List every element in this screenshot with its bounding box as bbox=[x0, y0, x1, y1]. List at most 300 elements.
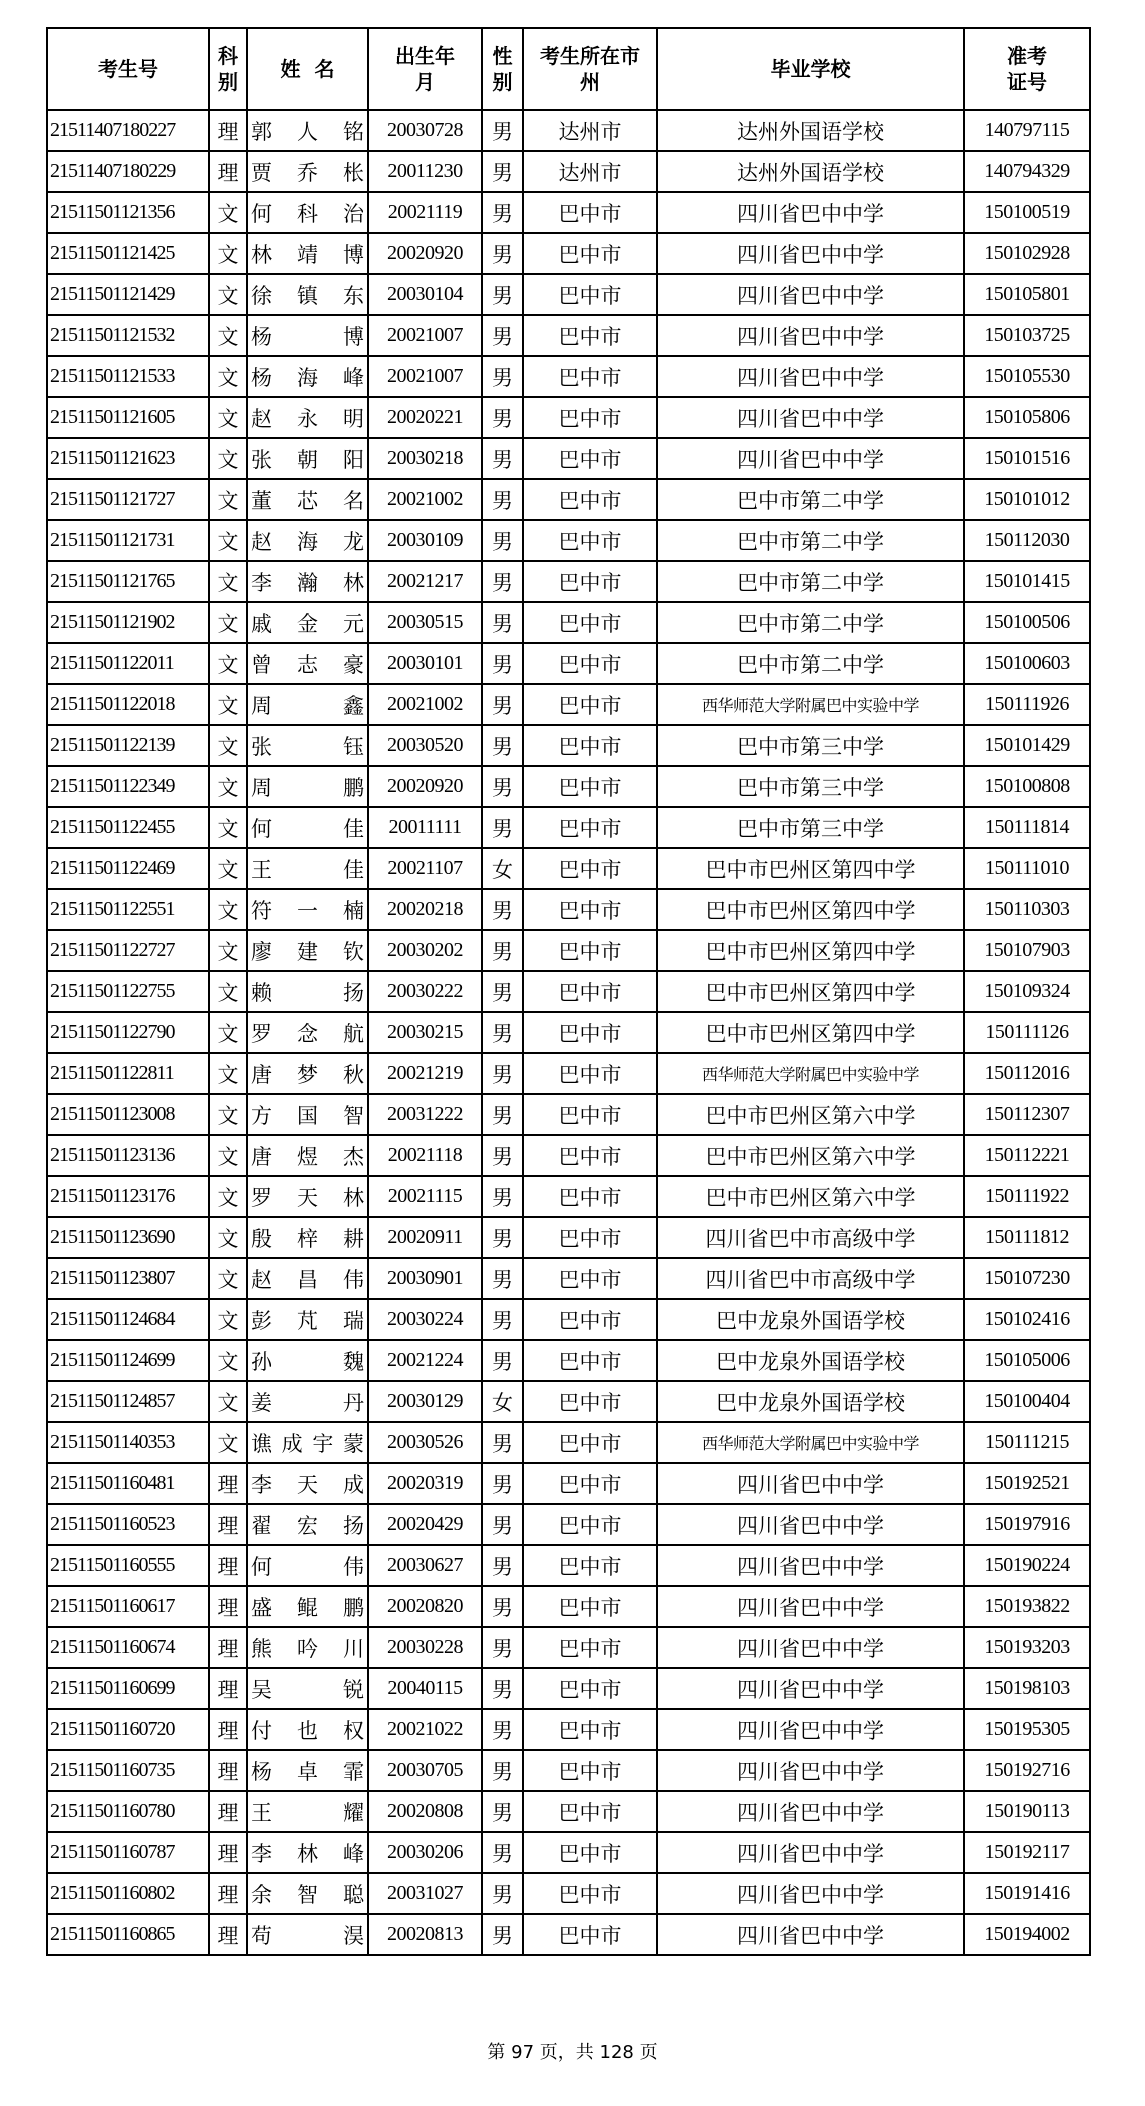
cell-name: 苟淏 bbox=[247, 1914, 368, 1955]
cell-gender: 男 bbox=[482, 274, 523, 315]
cell-gender: 男 bbox=[482, 1668, 523, 1709]
table-row bbox=[47, 1504, 1090, 1545]
cell-city: 巴中市 bbox=[523, 1258, 657, 1299]
cell-gender: 女 bbox=[482, 848, 523, 889]
cell-birth-date: 20031027 bbox=[368, 1873, 482, 1914]
cell-exam-id: 21511501123690 bbox=[47, 1217, 209, 1258]
cell-exam-id: 21511501122011 bbox=[47, 643, 209, 684]
page-footer: 第 97 页，共 128 页 bbox=[487, 2042, 658, 2063]
cell-subject: 文 bbox=[209, 1299, 247, 1340]
cell-gender: 男 bbox=[482, 315, 523, 356]
cell-subject: 文 bbox=[209, 766, 247, 807]
cell-exam-id: 21511501160865 bbox=[47, 1914, 209, 1955]
cell-subject: 理 bbox=[209, 1627, 247, 1668]
cell-birth-date: 20020911 bbox=[368, 1217, 482, 1258]
cell-ticket-number: 150100506 bbox=[964, 602, 1090, 643]
cell-name: 付也权 bbox=[247, 1709, 368, 1750]
cell-city: 巴中市 bbox=[523, 1299, 657, 1340]
cell-exam-id: 21511501121605 bbox=[47, 397, 209, 438]
cell-birth-date: 20020920 bbox=[368, 766, 482, 807]
cell-school: 巴中市第二中学 bbox=[657, 561, 964, 602]
cell-gender: 男 bbox=[482, 1914, 523, 1955]
cell-gender: 男 bbox=[482, 1750, 523, 1791]
cell-name: 张钰 bbox=[247, 725, 368, 766]
cell-ticket-number: 150102928 bbox=[964, 233, 1090, 274]
cell-name: 李瀚林 bbox=[247, 561, 368, 602]
table-row bbox=[47, 1422, 1090, 1463]
cell-ticket-number: 150111814 bbox=[964, 807, 1090, 848]
table-row bbox=[47, 1791, 1090, 1832]
cell-name: 杨博 bbox=[247, 315, 368, 356]
cell-ticket-number: 150111812 bbox=[964, 1217, 1090, 1258]
cell-name: 姜丹 bbox=[247, 1381, 368, 1422]
cell-exam-id: 21511501160735 bbox=[47, 1750, 209, 1791]
cell-birth-date: 20040115 bbox=[368, 1668, 482, 1709]
cell-subject: 文 bbox=[209, 1012, 247, 1053]
cell-gender: 男 bbox=[482, 971, 523, 1012]
table-row bbox=[47, 766, 1090, 807]
cell-birth-date: 20021022 bbox=[368, 1709, 482, 1750]
cell-subject: 文 bbox=[209, 643, 247, 684]
cell-city: 巴中市 bbox=[523, 1545, 657, 1586]
cell-name: 曾志豪 bbox=[247, 643, 368, 684]
table-row bbox=[47, 151, 1090, 192]
cell-subject: 文 bbox=[209, 356, 247, 397]
cell-name: 方国智 bbox=[247, 1094, 368, 1135]
table-row bbox=[47, 1299, 1090, 1340]
cell-ticket-number: 150191416 bbox=[964, 1873, 1090, 1914]
cell-ticket-number: 150194002 bbox=[964, 1914, 1090, 1955]
cell-name: 何佳 bbox=[247, 807, 368, 848]
cell-school: 四川省巴中中学 bbox=[657, 1545, 964, 1586]
cell-exam-id: 21511501122349 bbox=[47, 766, 209, 807]
cell-subject: 理 bbox=[209, 1504, 247, 1545]
cell-school: 四川省巴中中学 bbox=[657, 356, 964, 397]
cell-birth-date: 20020319 bbox=[368, 1463, 482, 1504]
cell-subject: 文 bbox=[209, 1094, 247, 1135]
cell-subject: 理 bbox=[209, 1668, 247, 1709]
cell-name: 杨卓霏 bbox=[247, 1750, 368, 1791]
cell-subject: 文 bbox=[209, 889, 247, 930]
table-row bbox=[47, 1381, 1090, 1422]
cell-exam-id: 21511501122755 bbox=[47, 971, 209, 1012]
cell-birth-date: 20020429 bbox=[368, 1504, 482, 1545]
cell-exam-id: 21511501160787 bbox=[47, 1832, 209, 1873]
cell-school: 四川省巴中中学 bbox=[657, 1668, 964, 1709]
cell-exam-id: 21511501122790 bbox=[47, 1012, 209, 1053]
cell-gender: 男 bbox=[482, 1545, 523, 1586]
cell-name: 赖扬 bbox=[247, 971, 368, 1012]
cell-ticket-number: 150190224 bbox=[964, 1545, 1090, 1586]
cell-school: 巴中市巴州区第四中学 bbox=[657, 848, 964, 889]
cell-birth-date: 20030228 bbox=[368, 1627, 482, 1668]
cell-school: 四川省巴中中学 bbox=[657, 233, 964, 274]
cell-exam-id: 21511501160802 bbox=[47, 1873, 209, 1914]
cell-birth-date: 20020808 bbox=[368, 1791, 482, 1832]
cell-city: 巴中市 bbox=[523, 356, 657, 397]
cell-name: 王耀 bbox=[247, 1791, 368, 1832]
table-row bbox=[47, 848, 1090, 889]
cell-birth-date: 20030109 bbox=[368, 520, 482, 561]
cell-city: 巴中市 bbox=[523, 1873, 657, 1914]
cell-city: 巴中市 bbox=[523, 1135, 657, 1176]
cell-city: 巴中市 bbox=[523, 479, 657, 520]
cell-gender: 男 bbox=[482, 1012, 523, 1053]
cell-ticket-number: 150197916 bbox=[964, 1504, 1090, 1545]
table-row bbox=[47, 233, 1090, 274]
cell-subject: 文 bbox=[209, 438, 247, 479]
table-row bbox=[47, 1586, 1090, 1627]
cell-ticket-number: 150193203 bbox=[964, 1627, 1090, 1668]
cell-ticket-number: 150105530 bbox=[964, 356, 1090, 397]
cell-subject: 文 bbox=[209, 233, 247, 274]
table-row bbox=[47, 1012, 1090, 1053]
cell-birth-date: 20030129 bbox=[368, 1381, 482, 1422]
cell-school: 巴中市巴州区第六中学 bbox=[657, 1135, 964, 1176]
cell-gender: 男 bbox=[482, 1176, 523, 1217]
cell-gender: 女 bbox=[482, 1381, 523, 1422]
cell-name: 余智聪 bbox=[247, 1873, 368, 1914]
cell-gender: 男 bbox=[482, 1258, 523, 1299]
cell-birth-date: 20020218 bbox=[368, 889, 482, 930]
cell-gender: 男 bbox=[482, 643, 523, 684]
cell-exam-id: 21511501160555 bbox=[47, 1545, 209, 1586]
cell-school: 巴中市第三中学 bbox=[657, 766, 964, 807]
cell-subject: 文 bbox=[209, 1422, 247, 1463]
table-row bbox=[47, 438, 1090, 479]
cell-gender: 男 bbox=[482, 1135, 523, 1176]
cell-birth-date: 20030224 bbox=[368, 1299, 482, 1340]
table-row bbox=[47, 1832, 1090, 1873]
cell-exam-id: 21511407180229 bbox=[47, 151, 209, 192]
table-row bbox=[47, 1135, 1090, 1176]
cell-gender: 男 bbox=[482, 1094, 523, 1135]
cell-ticket-number: 150111926 bbox=[964, 684, 1090, 725]
cell-school: 四川省巴中中学 bbox=[657, 1873, 964, 1914]
cell-ticket-number: 150100404 bbox=[964, 1381, 1090, 1422]
cell-subject: 理 bbox=[209, 1873, 247, 1914]
cell-exam-id: 21511501160481 bbox=[47, 1463, 209, 1504]
cell-city: 巴中市 bbox=[523, 1586, 657, 1627]
cell-birth-date: 20030901 bbox=[368, 1258, 482, 1299]
cell-subject: 理 bbox=[209, 1750, 247, 1791]
cell-ticket-number: 150111126 bbox=[964, 1012, 1090, 1053]
cell-subject: 理 bbox=[209, 1463, 247, 1504]
cell-subject: 理 bbox=[209, 151, 247, 192]
cell-ticket-number: 150100808 bbox=[964, 766, 1090, 807]
cell-ticket-number: 150105806 bbox=[964, 397, 1090, 438]
cell-subject: 文 bbox=[209, 1381, 247, 1422]
header-school: 毕业学校 bbox=[657, 28, 964, 110]
cell-birth-date: 20030218 bbox=[368, 438, 482, 479]
cell-birth-date: 20030101 bbox=[368, 643, 482, 684]
cell-exam-id: 21511501121356 bbox=[47, 192, 209, 233]
cell-subject: 文 bbox=[209, 602, 247, 643]
cell-school: 巴中市巴州区第四中学 bbox=[657, 889, 964, 930]
table-row bbox=[47, 602, 1090, 643]
cell-school: 四川省巴中中学 bbox=[657, 438, 964, 479]
cell-ticket-number: 150192117 bbox=[964, 1832, 1090, 1873]
cell-subject: 文 bbox=[209, 1340, 247, 1381]
cell-school: 巴中龙泉外国语学校 bbox=[657, 1381, 964, 1422]
table-row bbox=[47, 274, 1090, 315]
cell-city: 巴中市 bbox=[523, 1627, 657, 1668]
cell-gender: 男 bbox=[482, 1217, 523, 1258]
cell-school: 巴中市巴州区第四中学 bbox=[657, 971, 964, 1012]
cell-school: 巴中市第三中学 bbox=[657, 807, 964, 848]
cell-ticket-number: 150195305 bbox=[964, 1709, 1090, 1750]
table-row bbox=[47, 1709, 1090, 1750]
cell-exam-id: 21511501124684 bbox=[47, 1299, 209, 1340]
table-row bbox=[47, 397, 1090, 438]
cell-name: 唐煜杰 bbox=[247, 1135, 368, 1176]
candidate-table bbox=[46, 27, 1091, 1956]
cell-school: 巴中市第二中学 bbox=[657, 520, 964, 561]
cell-gender: 男 bbox=[482, 1791, 523, 1832]
table-row bbox=[47, 1873, 1090, 1914]
cell-city: 巴中市 bbox=[523, 397, 657, 438]
cell-name: 王佳 bbox=[247, 848, 368, 889]
cell-exam-id: 21511501121731 bbox=[47, 520, 209, 561]
cell-exam-id: 21511501124857 bbox=[47, 1381, 209, 1422]
cell-city: 巴中市 bbox=[523, 1791, 657, 1832]
header-subject: 科别 bbox=[209, 28, 247, 110]
cell-school: 四川省巴中中学 bbox=[657, 1791, 964, 1832]
cell-school: 四川省巴中中学 bbox=[657, 1586, 964, 1627]
cell-subject: 文 bbox=[209, 684, 247, 725]
cell-city: 巴中市 bbox=[523, 1094, 657, 1135]
cell-exam-id: 21511501160720 bbox=[47, 1709, 209, 1750]
cell-school: 达州外国语学校 bbox=[657, 110, 964, 151]
cell-exam-id: 21511501122469 bbox=[47, 848, 209, 889]
cell-exam-id: 21511501123807 bbox=[47, 1258, 209, 1299]
cell-city: 巴中市 bbox=[523, 1176, 657, 1217]
cell-subject: 理 bbox=[209, 1545, 247, 1586]
cell-city: 巴中市 bbox=[523, 233, 657, 274]
cell-school: 四川省巴中中学 bbox=[657, 1709, 964, 1750]
cell-name: 徐镇东 bbox=[247, 274, 368, 315]
cell-ticket-number: 150111010 bbox=[964, 848, 1090, 889]
cell-ticket-number: 150107903 bbox=[964, 930, 1090, 971]
cell-school: 四川省巴中市高级中学 bbox=[657, 1217, 964, 1258]
cell-gender: 男 bbox=[482, 807, 523, 848]
cell-gender: 男 bbox=[482, 479, 523, 520]
cell-name: 翟宏扬 bbox=[247, 1504, 368, 1545]
cell-school: 西华师范大学附属巴中实验中学 bbox=[657, 1053, 964, 1094]
cell-city: 巴中市 bbox=[523, 1668, 657, 1709]
cell-gender: 男 bbox=[482, 1299, 523, 1340]
cell-birth-date: 20030206 bbox=[368, 1832, 482, 1873]
cell-exam-id: 21511501160699 bbox=[47, 1668, 209, 1709]
cell-city: 巴中市 bbox=[523, 315, 657, 356]
cell-subject: 理 bbox=[209, 1709, 247, 1750]
cell-subject: 理 bbox=[209, 1791, 247, 1832]
cell-gender: 男 bbox=[482, 438, 523, 479]
cell-name: 郭人铭 bbox=[247, 110, 368, 151]
cell-gender: 男 bbox=[482, 397, 523, 438]
cell-city: 巴中市 bbox=[523, 1750, 657, 1791]
cell-gender: 男 bbox=[482, 1053, 523, 1094]
cell-birth-date: 20020221 bbox=[368, 397, 482, 438]
cell-school: 四川省巴中中学 bbox=[657, 1504, 964, 1545]
cell-school: 巴中龙泉外国语学校 bbox=[657, 1340, 964, 1381]
cell-name: 赵永明 bbox=[247, 397, 368, 438]
table-row bbox=[47, 1053, 1090, 1094]
table-row bbox=[47, 684, 1090, 725]
cell-ticket-number: 150192521 bbox=[964, 1463, 1090, 1504]
cell-ticket-number: 150101012 bbox=[964, 479, 1090, 520]
cell-name: 熊吟川 bbox=[247, 1627, 368, 1668]
cell-subject: 文 bbox=[209, 479, 247, 520]
cell-name: 林靖博 bbox=[247, 233, 368, 274]
cell-birth-date: 20021219 bbox=[368, 1053, 482, 1094]
cell-city: 巴中市 bbox=[523, 1914, 657, 1955]
cell-city: 巴中市 bbox=[523, 1463, 657, 1504]
table-header-row bbox=[47, 28, 1090, 110]
cell-ticket-number: 150112307 bbox=[964, 1094, 1090, 1135]
cell-gender: 男 bbox=[482, 1832, 523, 1873]
cell-exam-id: 21511501121532 bbox=[47, 315, 209, 356]
cell-birth-date: 20021118 bbox=[368, 1135, 482, 1176]
cell-subject: 文 bbox=[209, 930, 247, 971]
cell-city: 巴中市 bbox=[523, 561, 657, 602]
table-row bbox=[47, 930, 1090, 971]
cell-gender: 男 bbox=[482, 1709, 523, 1750]
table-row bbox=[47, 1258, 1090, 1299]
cell-name: 张朝阳 bbox=[247, 438, 368, 479]
table-row bbox=[47, 520, 1090, 561]
cell-birth-date: 20031222 bbox=[368, 1094, 482, 1135]
cell-ticket-number: 150112016 bbox=[964, 1053, 1090, 1094]
cell-birth-date: 20030215 bbox=[368, 1012, 482, 1053]
cell-city: 巴中市 bbox=[523, 1832, 657, 1873]
cell-name: 罗天林 bbox=[247, 1176, 368, 1217]
cell-name: 周鹏 bbox=[247, 766, 368, 807]
cell-birth-date: 20020813 bbox=[368, 1914, 482, 1955]
cell-school: 四川省巴中中学 bbox=[657, 1463, 964, 1504]
cell-city: 巴中市 bbox=[523, 1504, 657, 1545]
cell-school: 四川省巴中市高级中学 bbox=[657, 1258, 964, 1299]
cell-ticket-number: 150110303 bbox=[964, 889, 1090, 930]
cell-city: 巴中市 bbox=[523, 848, 657, 889]
cell-exam-id: 21511501160617 bbox=[47, 1586, 209, 1627]
cell-ticket-number: 150101429 bbox=[964, 725, 1090, 766]
cell-exam-id: 21511407180227 bbox=[47, 110, 209, 151]
cell-birth-date: 20021107 bbox=[368, 848, 482, 889]
cell-birth-date: 20021217 bbox=[368, 561, 482, 602]
header-gender: 性别 bbox=[482, 28, 523, 110]
cell-subject: 文 bbox=[209, 807, 247, 848]
cell-city: 巴中市 bbox=[523, 602, 657, 643]
table-row bbox=[47, 971, 1090, 1012]
cell-name: 贾乔枨 bbox=[247, 151, 368, 192]
cell-city: 巴中市 bbox=[523, 643, 657, 684]
cell-ticket-number: 150105006 bbox=[964, 1340, 1090, 1381]
cell-exam-id: 21511501122727 bbox=[47, 930, 209, 971]
cell-subject: 文 bbox=[209, 561, 247, 602]
cell-city: 巴中市 bbox=[523, 766, 657, 807]
cell-city: 巴中市 bbox=[523, 1381, 657, 1422]
cell-ticket-number: 150192716 bbox=[964, 1750, 1090, 1791]
cell-city: 巴中市 bbox=[523, 1340, 657, 1381]
cell-subject: 文 bbox=[209, 520, 247, 561]
cell-school: 四川省巴中中学 bbox=[657, 397, 964, 438]
cell-subject: 文 bbox=[209, 1176, 247, 1217]
cell-gender: 男 bbox=[482, 356, 523, 397]
cell-birth-date: 20030202 bbox=[368, 930, 482, 971]
cell-exam-id: 21511501121727 bbox=[47, 479, 209, 520]
cell-subject: 文 bbox=[209, 1053, 247, 1094]
cell-exam-id: 21511501160780 bbox=[47, 1791, 209, 1832]
cell-subject: 文 bbox=[209, 274, 247, 315]
cell-city: 达州市 bbox=[523, 151, 657, 192]
cell-ticket-number: 150103725 bbox=[964, 315, 1090, 356]
cell-city: 巴中市 bbox=[523, 438, 657, 479]
cell-ticket-number: 150105801 bbox=[964, 274, 1090, 315]
cell-name: 廖建钦 bbox=[247, 930, 368, 971]
cell-city: 巴中市 bbox=[523, 192, 657, 233]
cell-ticket-number: 150193822 bbox=[964, 1586, 1090, 1627]
cell-name: 盛鲲鹏 bbox=[247, 1586, 368, 1627]
table-row bbox=[47, 1463, 1090, 1504]
cell-ticket-number: 150100603 bbox=[964, 643, 1090, 684]
cell-exam-id: 21511501121623 bbox=[47, 438, 209, 479]
cell-name: 罗念航 bbox=[247, 1012, 368, 1053]
cell-city: 巴中市 bbox=[523, 807, 657, 848]
cell-exam-id: 21511501121765 bbox=[47, 561, 209, 602]
cell-subject: 文 bbox=[209, 1258, 247, 1299]
cell-gender: 男 bbox=[482, 602, 523, 643]
cell-name: 符一楠 bbox=[247, 889, 368, 930]
cell-birth-date: 20021002 bbox=[368, 479, 482, 520]
cell-gender: 男 bbox=[482, 110, 523, 151]
cell-gender: 男 bbox=[482, 520, 523, 561]
table-row bbox=[47, 1914, 1090, 1955]
cell-birth-date: 20030526 bbox=[368, 1422, 482, 1463]
cell-school: 西华师范大学附属巴中实验中学 bbox=[657, 1422, 964, 1463]
cell-name: 杨海峰 bbox=[247, 356, 368, 397]
table-row bbox=[47, 561, 1090, 602]
cell-subject: 理 bbox=[209, 1914, 247, 1955]
cell-birth-date: 20030104 bbox=[368, 274, 482, 315]
cell-school: 巴中市第二中学 bbox=[657, 643, 964, 684]
cell-gender: 男 bbox=[482, 1504, 523, 1545]
cell-birth-date: 20021119 bbox=[368, 192, 482, 233]
cell-ticket-number: 150102416 bbox=[964, 1299, 1090, 1340]
cell-birth-date: 20030728 bbox=[368, 110, 482, 151]
cell-birth-date: 20020820 bbox=[368, 1586, 482, 1627]
cell-birth-date: 20030222 bbox=[368, 971, 482, 1012]
cell-subject: 文 bbox=[209, 1135, 247, 1176]
cell-birth-date: 20020920 bbox=[368, 233, 482, 274]
cell-birth-date: 20030515 bbox=[368, 602, 482, 643]
header-birth: 出生年月 bbox=[368, 28, 482, 110]
cell-gender: 男 bbox=[482, 192, 523, 233]
cell-school: 四川省巴中中学 bbox=[657, 1750, 964, 1791]
cell-ticket-number: 150101415 bbox=[964, 561, 1090, 602]
cell-school: 四川省巴中中学 bbox=[657, 1914, 964, 1955]
cell-exam-id: 21511501123176 bbox=[47, 1176, 209, 1217]
cell-city: 巴中市 bbox=[523, 1012, 657, 1053]
cell-name: 李天成 bbox=[247, 1463, 368, 1504]
cell-exam-id: 21511501160674 bbox=[47, 1627, 209, 1668]
cell-name: 孙魏 bbox=[247, 1340, 368, 1381]
cell-city: 巴中市 bbox=[523, 1053, 657, 1094]
cell-name: 何科治 bbox=[247, 192, 368, 233]
cell-birth-date: 20030520 bbox=[368, 725, 482, 766]
header-name: 姓 名 bbox=[247, 28, 368, 110]
cell-birth-date: 20021002 bbox=[368, 684, 482, 725]
